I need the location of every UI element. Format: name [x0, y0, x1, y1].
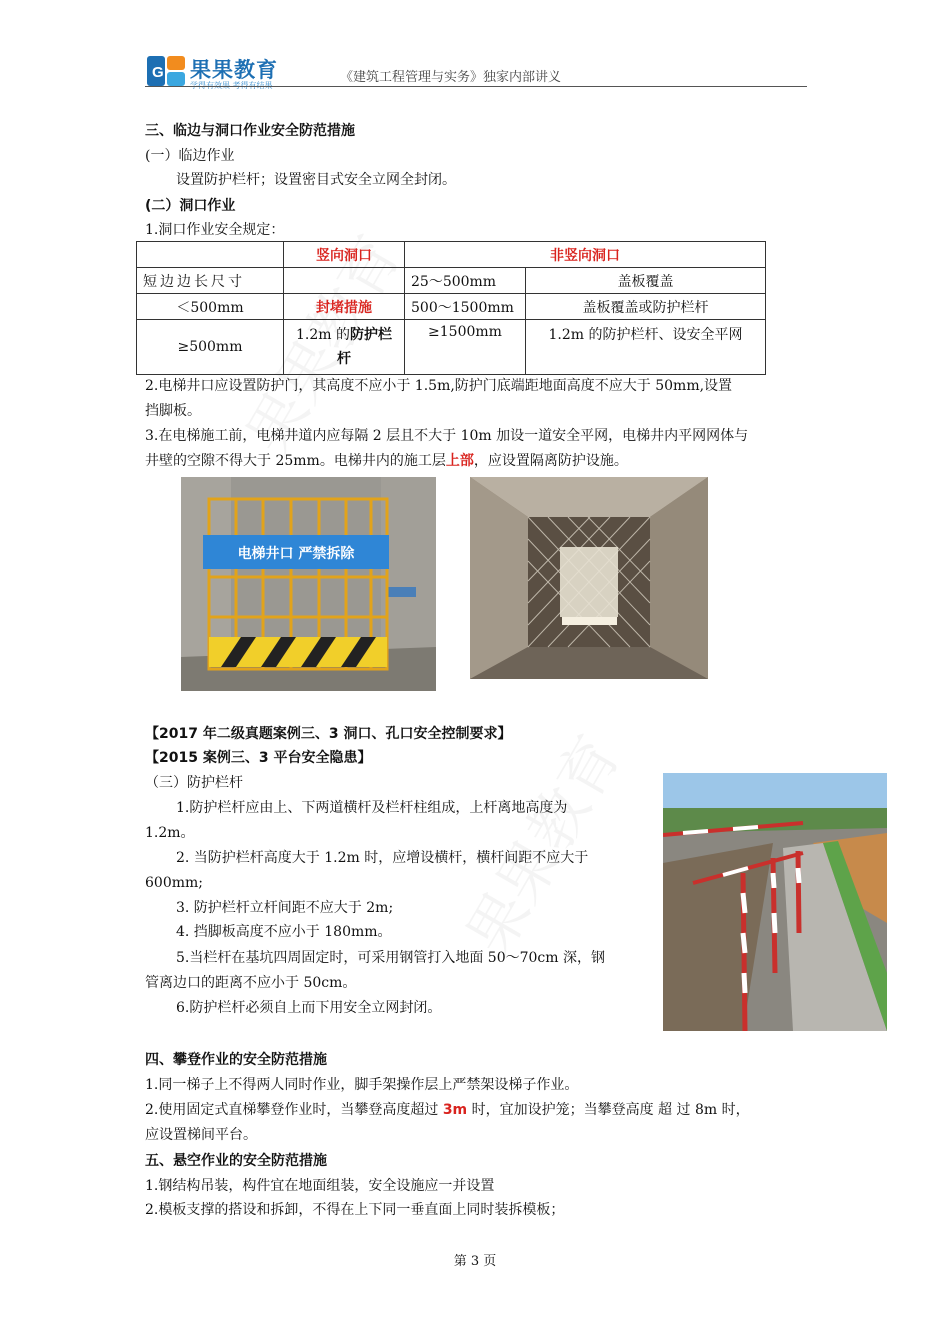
guardrail-rule: 2. 当防护栏杆高度大于 1.2m 时，应增设横杆，横杆间距不应大于 — [176, 850, 589, 866]
table-cell: ≥1500mm — [405, 320, 526, 375]
photo-sign-text: 电梯井口 严禁拆除 — [237, 546, 355, 562]
elevator-shaft-net-photo — [470, 477, 708, 679]
table-cell: 25～500mm — [405, 268, 526, 294]
table-cell: ≥500mm — [137, 320, 284, 375]
opening-rule-title: 1.洞口作业安全规定： — [145, 222, 285, 238]
opening-table — [136, 241, 766, 375]
guardrail-rule: 1.防护栏杆应由上、下两道横杆及栏杆柱组成，上杆离地高度为 — [176, 800, 568, 816]
table-cell: 1.2m 的防护栏杆、设安全平网 — [526, 320, 766, 375]
logo-text: 果果教育 — [190, 58, 278, 82]
subsection-opening-work: (二）洞口作业 — [145, 198, 236, 214]
table-cell: 盖板覆盖 — [526, 268, 766, 294]
guardrail-rule: 4. 挡脚板高度不应小于 180mm。 — [176, 924, 392, 940]
doc-title: 《建筑工程管理与实务》独家内部讲义 — [340, 70, 562, 85]
section-4-title: 四、攀登作业的安全防范措施 — [145, 1052, 327, 1068]
guardrail-rule: 1.2m。 — [145, 825, 195, 841]
section-3-title: 三、临边与洞口作业安全防范措施 — [145, 123, 355, 139]
elevator-gate-photo — [181, 477, 436, 691]
paragraph: 1.同一梯子上不得两人同时作业，脚手架操作层上严禁架设梯子作业。 — [145, 1077, 579, 1093]
table-cell-guardrail: 1.2m 的防护栏杆 — [284, 320, 405, 375]
guardrail-rule: 600mm; — [145, 875, 203, 891]
table-cell: ＜500mm — [137, 294, 284, 320]
logo-icon — [147, 56, 185, 86]
exam-reference-2015: 【2015 案例三、3 平台安全隐患】 — [145, 750, 372, 766]
table-cell: 500～1500mm — [405, 294, 526, 320]
paragraph: 应设置梯间平台。 — [145, 1127, 257, 1143]
svg-text:G: G — [152, 64, 164, 81]
guardrail-photo — [663, 773, 887, 1031]
paragraph: 井壁的空隙不得大于 25mm。电梯井内的施工层上部，应设置隔离防护设施。 — [145, 453, 628, 469]
highlight-upper: 上部 — [445, 453, 474, 469]
guardrail-rule: 6.防护栏杆必须自上而下用安全立网封闭。 — [176, 1000, 442, 1016]
paragraph: 1.钢结构吊装，构件宜在地面组装，安全设施应一并设置 — [145, 1178, 495, 1194]
section-5-title: 五、悬空作业的安全防范措施 — [145, 1153, 327, 1169]
highlight-3m: 3m — [442, 1102, 468, 1118]
subsection-edge-work: (一）临边作业 — [145, 148, 235, 164]
guardrail-rule: 3. 防护栏杆立杆间距不应大于 2m; — [176, 900, 394, 916]
edge-work-text: 设置防护栏杆；设置密目式安全立网全封闭。 — [176, 172, 456, 188]
guardrail-rule: 管离边口的距离不应小于 50cm。 — [145, 975, 357, 991]
paragraph: 2.使用固定式直梯攀登作业时，当攀登高度超过 3m 时，宜加设护笼；当攀登高度 超 过 8m 时， — [145, 1102, 750, 1118]
paragraph: 2.模板支撑的搭设和拆卸，不得在上下同一垂直面上同时装拆模板； — [145, 1202, 565, 1218]
page-number: 第 3 页 — [453, 1254, 497, 1269]
paragraph: 3.在电梯施工前，电梯井道内应每隔 2 层且不大于 10m 加设一道安全平网，电梯井内平网网体与 — [145, 428, 749, 444]
table-cell — [284, 268, 405, 294]
header-divider — [145, 86, 807, 87]
table-header-nonvertical: 非竖向洞口 — [550, 247, 620, 264]
guardrail-rule: 5.当栏杆在基坑四周固定时，可采用钢管打入地面 50～70cm 深，钢 — [176, 950, 606, 966]
exam-reference-2017: 【2017 年二级真题案例三、3 洞口、孔口安全控制要求】 — [145, 726, 512, 742]
table-cell: 短边边长尺寸 — [137, 268, 284, 294]
watermark — [443, 718, 637, 969]
table-cell: 盖板覆盖或防护栏杆 — [526, 294, 766, 320]
subsection-guardrail: （三）防护栏杆 — [145, 775, 243, 791]
table-header-vertical: 竖向洞口 — [316, 247, 372, 264]
table-cell-seal: 封堵措施 — [316, 299, 372, 316]
paragraph: 2.电梯井口应设置防护门，其高度不应小于 1.5m,防护门底端距地面高度不应大于 50mm,设置 — [145, 378, 733, 394]
paragraph: 挡脚板。 — [145, 403, 201, 419]
